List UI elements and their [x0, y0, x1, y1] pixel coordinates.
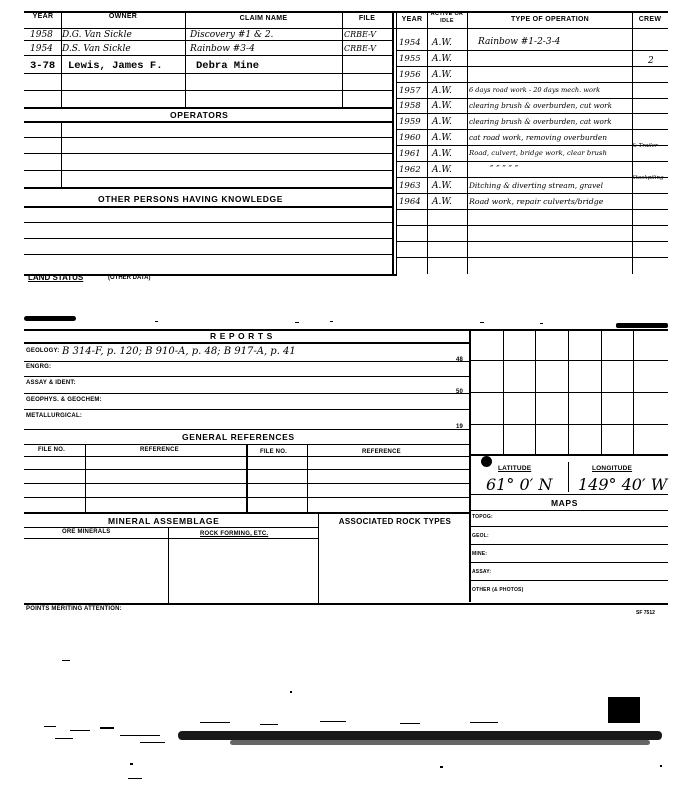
work-row-status: A.W.	[432, 181, 452, 191]
work-row-status: A.W.	[432, 117, 452, 127]
claim-row-1-claim-name: Discovery #1 & 2.	[190, 30, 274, 40]
work-row-status: A.W.	[432, 38, 452, 48]
longitude-value: 149° 40′ W	[578, 475, 668, 494]
work-row-operation: Ditching & diverting stream, gravel	[469, 181, 604, 190]
points-meriting-attention-label: POINTS MERITING ATTENTION:	[26, 606, 122, 612]
work-row-year: 1954	[399, 38, 421, 48]
work-row-year: 1958	[399, 101, 421, 111]
work-row-operation: clearing brush & overburden, cat work	[469, 117, 612, 126]
maps-geol-label: GEOL:	[472, 533, 489, 539]
claim-row-3-owner: Lewis, James F.	[68, 60, 163, 72]
work-row-operation: 6 days road work - 20 days mech. work	[469, 86, 601, 94]
work-row-status: A.W.	[432, 86, 452, 96]
engrg-label: ENGRG:	[26, 364, 52, 370]
work-row-status: A.W.	[432, 197, 452, 207]
claim-row-2-file: CRBE-V	[344, 44, 376, 53]
work-row-year: 1959	[399, 117, 421, 127]
claims-header-file: FILE	[358, 15, 376, 22]
mineral-assemblage-title: MINERAL ASSEMBLAGE	[108, 516, 220, 526]
work-header-year: YEAR	[401, 16, 423, 23]
claim-row-1-year: 1958	[30, 30, 53, 40]
rock-forming-label: ROCK FORMING, ETC.	[200, 531, 269, 537]
maps-other-label: OTHER (& PHOTOS)	[472, 587, 524, 593]
claim-row-3-year: 3-78	[30, 60, 56, 72]
work-row-note: Stockpiling	[632, 175, 664, 181]
work-header-type-of-operation: TYPE OF OPERATION	[510, 16, 590, 23]
longitude-label: LONGITUDE	[592, 465, 633, 472]
work-row-operation: Road work, repair culverts/bridge	[469, 197, 604, 206]
latitude-label: LATITUDE	[498, 465, 532, 472]
work-row-year: 1961	[399, 149, 421, 159]
claim-row-3-claim-name: Debra Mine	[196, 60, 260, 72]
claims-header-year: YEAR	[32, 13, 54, 20]
form-number: SF 7512	[636, 610, 655, 616]
gen-ref-file-no-2: FILE NO.	[260, 449, 287, 455]
work-header-crew: CREW	[638, 16, 662, 23]
claims-header-owner: OWNER	[108, 13, 138, 20]
assay-ident-label: ASSAY & IDENT:	[26, 380, 76, 386]
work-row-operation: cat road work, removing overburden	[469, 133, 607, 142]
work-row-note: & Trailer	[632, 143, 658, 149]
associated-rock-types-label: ASSOCIATED ROCK TYPES	[338, 517, 452, 526]
work-row-status: A.W.	[432, 101, 452, 111]
operators-label: OPERATORS	[170, 110, 229, 120]
report-num-50: 50	[456, 389, 464, 395]
maps-assay-label: ASSAY:	[472, 569, 492, 575]
gen-ref-reference-1: REFERENCE	[140, 447, 179, 453]
metallurgical-label: METALLURGICAL:	[26, 413, 83, 419]
geology-label: GEOLOGY:	[26, 348, 60, 354]
work-row-year: 1957	[399, 86, 421, 96]
claim-row-1-owner: D.G. Van Sickle	[62, 30, 132, 40]
location-marker-dot	[481, 456, 492, 467]
work-row-year: 1960	[399, 133, 421, 143]
latitude-value: 61° 0′ N	[486, 475, 553, 494]
work-row-status: A.W.	[432, 165, 452, 175]
maps-title: MAPS	[551, 498, 578, 508]
work-row-crew: 2	[648, 56, 654, 66]
claim-row-2-claim-name: Rainbow #3-4	[190, 44, 255, 54]
general-references-title: GENERAL REFERENCES	[182, 432, 295, 442]
claim-row-1-file: CRBE-V	[344, 30, 376, 39]
report-num-48: 48	[456, 357, 464, 363]
work-row-operation: ″ ″ ″ ″ ″	[490, 165, 519, 175]
work-row-status: A.W.	[432, 133, 452, 143]
work-row-status: A.W.	[432, 149, 452, 159]
claim-row-2-year: 1954	[30, 44, 53, 54]
gen-ref-reference-2: REFERENCE	[362, 449, 401, 455]
claims-header-claim-name: CLAIM NAME	[239, 15, 288, 22]
work-row-operation: Rainbow #1-2-3-4	[478, 37, 561, 47]
work-row-year: 1962	[399, 165, 421, 175]
geophys-geochem-label: GEOPHYS. & GEOCHEM:	[26, 397, 102, 403]
gen-ref-file-no-1: FILE NO.	[38, 447, 65, 453]
maps-mine-label: MINE:	[472, 551, 488, 557]
land-status-sub: (OTHER DATA)	[108, 275, 151, 281]
other-persons-label: OTHER PERSONS HAVING KNOWLEDGE	[98, 194, 284, 204]
geology-value: B 314-F, p. 120; B 910-A, p. 48; B 917-A, p. 41	[62, 346, 296, 357]
work-row-operation: clearing brush & overburden, cut work	[469, 101, 612, 110]
work-row-year: 1956	[399, 70, 421, 80]
work-row-status: A.W.	[432, 54, 452, 64]
reports-title: R E P O R T S	[210, 331, 273, 341]
work-row-year: 1964	[399, 197, 421, 207]
work-row-year: 1955	[399, 54, 421, 64]
land-status-label: LAND STATUS	[28, 273, 84, 282]
work-row-operation: Road, culvert, bridge work, clear brush	[469, 149, 607, 157]
work-row-status: A.W.	[432, 70, 452, 80]
report-num-19: 19	[456, 424, 464, 430]
work-row-year: 1963	[399, 181, 421, 191]
ore-minerals-label: ORE MINERALS	[62, 529, 111, 535]
claim-row-2-owner: D.S. Van Sickle	[62, 44, 131, 54]
maps-topog-label: TOPOG:	[472, 514, 493, 520]
work-header-active-or-idle: ACTIVE OR IDLE	[430, 11, 464, 24]
